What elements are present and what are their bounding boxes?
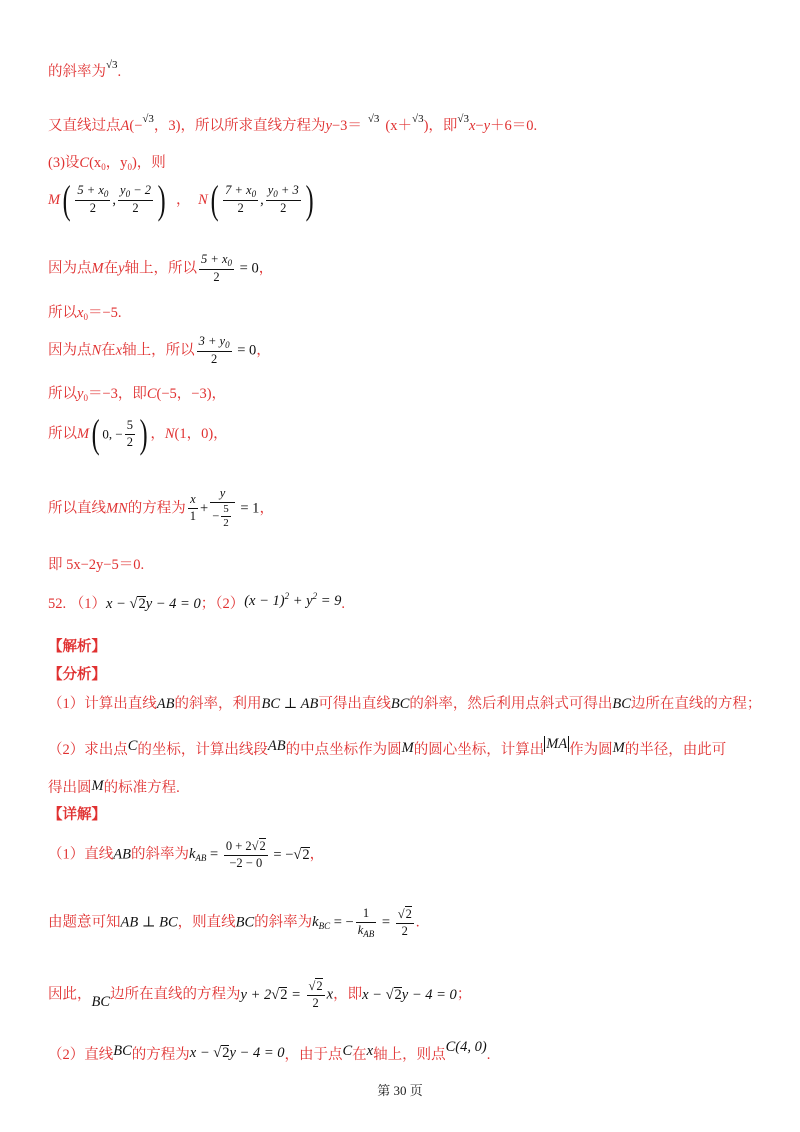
text: x [468,118,476,134]
text: 的斜率为 [48,64,106,80]
text: ， [256,342,271,359]
text: 轴上，则点 [373,1047,446,1063]
text: （2）求出点 [48,742,128,758]
line-2 [48,114,537,134]
line-20: 由题意可知AB ⊥ BC，则直线BC的斜率为$k_{BC}$ = − $\frac{1}{k_{AB}}$ = $\frac{√2}{2}$ . [48,906,420,939]
math-c40: C(4, 0) [445,1039,487,1055]
math-M: M [401,740,414,756]
text: 轴上，所以 [124,260,198,277]
text: = 0 [233,342,257,359]
equation-bc: y + 2√2 = [240,986,305,1003]
sqrt3-math: √3 [106,59,118,71]
fraction: $\frac{√2}{2}$ [397,907,412,938]
fraction: $\frac{5 + x_0}{2}$ [77,183,109,216]
line-16 [48,737,726,758]
math-AB: AB [156,696,175,712]
text: （2）直线 [48,1047,114,1063]
text: y [325,118,332,134]
text: . [341,596,346,612]
equation-1: x − √2y − 4 = 0 [189,1045,285,1061]
text: 所以 [48,425,77,442]
math-AB: AB [113,846,131,863]
text: ，则直线 [177,914,236,931]
math-BC: BC [113,1043,132,1059]
equation-1: x − √2y − 4 = 0 [106,596,201,612]
math-BC: BC [612,696,631,712]
text: 的中点坐标作为圆 [285,742,402,758]
line-11 [48,558,144,573]
fraction: $\frac{7 + x_0}{2}$ [225,183,257,216]
fraction: $\frac{5}{2}$ [126,417,134,449]
sqrt3-math: √3 [457,113,469,125]
equation-2: $(x - 1)^2 + y^2 = 9$ [244,591,342,609]
text: 的标准方程. [103,780,180,796]
math-BC: BC [390,696,410,712]
text: ， [175,191,191,208]
text: . [117,64,122,80]
math-perp: BC ⊥ AB [261,696,319,712]
fraction: $\frac{y_0 - 2}{2}$ [120,183,152,216]
line-8 [48,387,226,403]
text: )，则 [131,155,166,171]
text: ＝−3，即 [87,386,147,402]
text: ＋6＝0. [490,118,538,134]
paren: ) [139,411,148,456]
text: （1）直线 [48,846,114,863]
math-MA: MA [546,736,568,752]
fraction: $\frac{0 + 2√2}{-2 - 0}$ [225,839,266,870]
m-label: M [48,191,61,208]
paren: ) [157,177,166,222]
text: 边所在直线的方程为 [110,986,241,1003]
text: ； [456,986,472,1003]
line-3 [48,156,166,172]
text: = −√2 [269,846,310,863]
text: (x [89,155,102,171]
text: ，即 [333,986,363,1003]
math-C: C [342,1043,353,1059]
line-1 [48,60,121,80]
text: 所以直线 [48,500,106,517]
line-19: （1）直线AB的斜率为$k_{AB}$ = $\frac{0 + 2√2}{-2 - 0}$ = −√2， [48,839,325,870]
paren: ( [91,411,100,456]
math-M: M [612,740,625,756]
text: 轴上，所以 [122,342,195,359]
fraction: $\frac{y_0 + 3}{2}$ [267,183,299,216]
text: (−5，−3)， [156,386,227,402]
text: 的半径，由此可 [624,742,727,758]
text: ，3)，所以所求直线方程为 [153,118,326,134]
n-label: N [198,191,208,208]
page-number: 第 30 页 [377,1083,423,1098]
text: 的方程为 [131,1047,190,1063]
text: . [415,914,420,931]
k-ab: $k_{AB}$ [188,845,207,863]
text: N [91,342,102,359]
text: 由题意可知 [48,914,121,931]
line-21 [48,978,471,1011]
text: ；（2） [200,596,245,612]
text: 的方程为 [127,500,186,517]
paren: ) [305,177,314,222]
text: . [486,1047,491,1063]
math-M: M [91,778,104,794]
text: 所以 [48,305,77,321]
question-number: 52. [48,596,67,612]
text: C [79,155,90,171]
line-15 [48,697,761,712]
sqrt3-math: √3 [367,113,380,125]
line-12-answer-52 [48,592,345,612]
text: )，即 [423,118,458,134]
text: 因为点 [48,260,92,277]
paren: ( [62,177,71,222]
text: 可得出直线 [318,696,391,712]
text: A [120,118,130,134]
text: 在 [101,342,116,359]
text: y [77,386,84,402]
line-5 [48,252,273,286]
fraction: y − $\frac{5}{2}$ [210,486,235,531]
math-BC: BC [91,993,111,1010]
text: M [91,260,104,277]
text: 的斜率为 [130,846,189,863]
text: −3＝ [331,118,362,134]
math-BC: BC [235,914,255,931]
text: C [146,386,157,402]
text: − [475,118,484,134]
text: (− [129,118,143,134]
text: (1，0)， [174,425,228,442]
text: ， [259,500,274,517]
text: 在 [103,260,119,277]
text: 即 5x−2y−5＝0. [48,557,145,573]
text: y [118,260,125,277]
sqrt3-math: √3 [142,113,154,125]
line-7 [48,334,271,368]
text: 作为圆 [569,742,613,758]
line-9 [48,411,228,456]
text: 0, − [102,426,123,442]
text: 0 [127,162,132,172]
fraction: $\frac{1}{k_{AB}}$ [357,906,375,939]
text: (x＋ [385,118,413,134]
text: x [115,342,123,359]
sqrt3-math: √3 [412,113,424,125]
text: （1） [69,596,106,612]
text: 在 [352,1047,367,1063]
section-xiangjie: 【详解】 [48,807,106,823]
text: 0 [101,162,106,172]
math-perp: AB ⊥ BC [120,914,178,931]
section-fenxi: 【分析】 [48,667,106,683]
text: 的斜率，利用 [174,696,262,712]
text: 边所在直线的方程； [630,696,762,712]
fraction: $\frac{5 + x_0}{2}$ [201,252,233,285]
math-AB: AB [267,738,286,754]
fraction: $\frac{√2}{2}$ [308,979,323,1010]
text: x [77,305,84,321]
text: ，y [105,155,128,171]
text: 0 [83,312,88,322]
text: 的斜率为 [254,914,313,931]
fraction: $\frac{3 + y_0}{2}$ [198,334,230,367]
text: = 0 [236,260,259,277]
text: 的斜率，然后利用点斜式可得出 [409,696,613,712]
text: y [483,118,491,134]
text: ， [309,846,325,863]
line-17 [48,779,180,796]
line-22 [48,1040,490,1063]
line-4-midpoints: M( $\frac{5 + x_0}{2}$ , $\frac{y_0 - 2}{2}$ ) ， N( $\frac{7 + x_0}{2}$ , $\frac{y_0 + 3}{2}$ ) [48,177,314,222]
text: （1）计算出直线 [48,696,157,712]
text: 又直线过点 [48,118,121,134]
text: 因为点 [48,342,92,359]
text: x [326,986,334,1003]
text: 的圆心坐标，计算出 [413,742,545,758]
text: M [77,425,90,442]
line-10: 所以直线MN的方程为 $\frac{x}{1}$ + y − $\frac{5}{2}$ = 1， [48,486,274,530]
text: ＝−5. [87,305,122,321]
text: ， [258,260,274,277]
equation-1: x − √2y − 4 = 0 [362,986,457,1003]
text: N [164,425,175,442]
paren: ( [210,177,219,222]
text: ，由于点 [284,1047,343,1063]
line-6 [48,306,122,322]
text: MN [106,500,128,517]
text: 得出圆 [48,780,92,796]
math-x: x [366,1043,374,1059]
k-bc: $k_{BC}$ [312,913,331,931]
text: 因此， [48,986,92,1003]
text: = 1 [236,500,260,517]
text: 的坐标，计算出线段 [137,742,268,758]
text: (3)设 [48,155,80,171]
text: 0 [83,393,88,403]
text: ， [150,425,165,442]
math-C: C [127,738,138,754]
fraction: $\frac{x}{1}$ [189,492,196,524]
text: 所以 [48,386,77,402]
section-jiexi: 【解析】 [48,639,106,655]
